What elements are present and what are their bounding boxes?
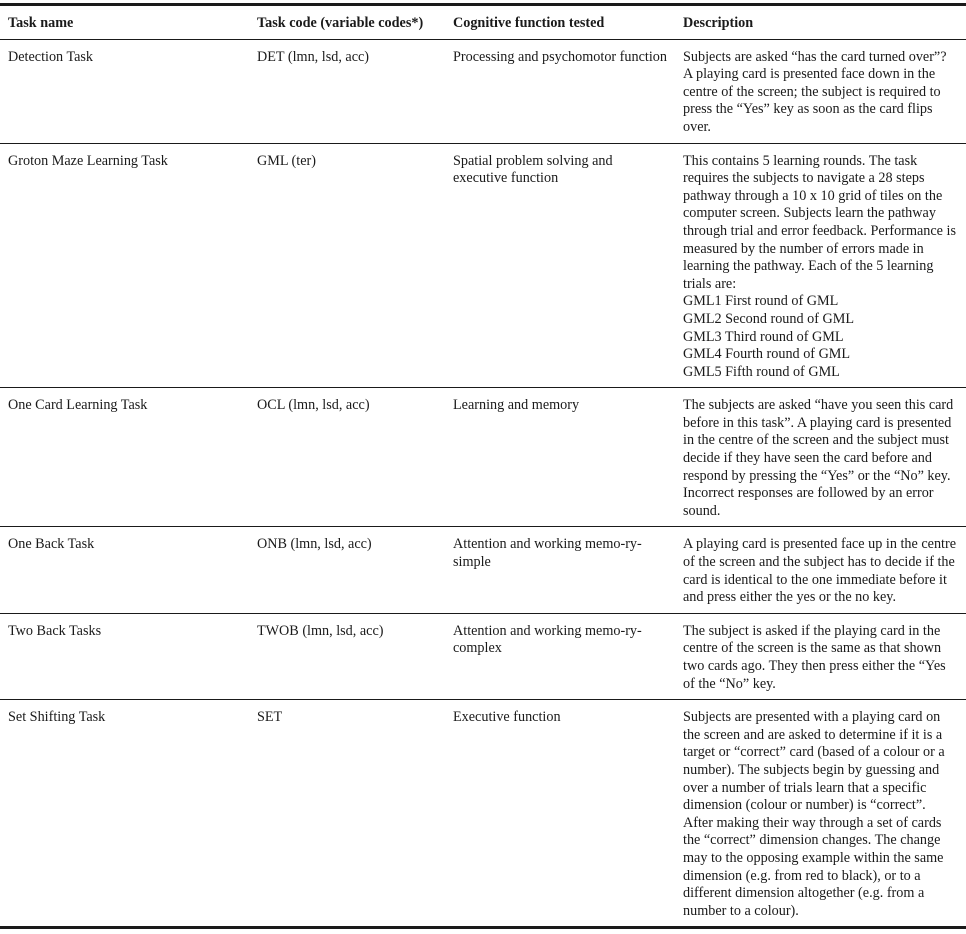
cognitive-tasks-table	[0, 3, 966, 929]
cognitive-function-cell: Executive function	[445, 700, 675, 928]
description-cell	[675, 143, 966, 388]
task-name-cell: Two Back Tasks	[0, 613, 249, 699]
task-name-cell: Groton Maze Learning Task	[0, 143, 249, 388]
table-header	[0, 5, 966, 40]
header-description: Description	[675, 5, 966, 40]
description-text: GML4 Fourth round of GML	[683, 346, 851, 363]
description-cell	[675, 388, 966, 527]
task-code-cell: SET	[249, 700, 445, 928]
task-name-cell: One Back Task	[0, 527, 249, 613]
task-code-cell: OCL (lmn, lsd, acc)	[249, 388, 445, 527]
task-code-cell: ONB (lmn, lsd, acc)	[249, 527, 445, 613]
table-row	[0, 700, 966, 928]
task-name-cell: One Card Learning Task	[0, 388, 249, 527]
description-text: This contains 5 learning rounds. The task requires the subjects to navigate a 28 steps pathway through a 10 x 10 grid of tiles on the computer screen. Subjects learn the pathway through trial and error feedback. Performance is measured by the number of errors made in learning the pathway. Each of the 5 learning trials are:	[683, 152, 956, 292]
description-text: GML2 Second round of GML	[683, 310, 855, 327]
cognitive-function-cell: Attention and working memo-ry-complex	[445, 613, 675, 699]
table-body	[0, 39, 966, 928]
header-task-name: Task name	[0, 5, 249, 40]
description-text: GML1 First round of GML	[683, 293, 839, 310]
task-name-cell: Set Shifting Task	[0, 700, 249, 928]
task-code-cell: TWOB (lmn, lsd, acc)	[249, 613, 445, 699]
cognitive-function-cell: Attention and working memo-ry-simple	[445, 527, 675, 613]
table-row	[0, 613, 966, 699]
header-row	[0, 5, 966, 40]
task-name-cell: Detection Task	[0, 39, 249, 143]
table-row	[0, 388, 966, 527]
header-cognitive-function: Cognitive function tested	[445, 5, 675, 40]
description-text: The subject is asked if the playing card in the centre of the screen is the same as that shown two cards ago. They then press either the “Yes of the “No” key.	[683, 622, 946, 692]
task-code-cell: DET (lmn, lsd, acc)	[249, 39, 445, 143]
header-task-code: Task code (variable codes*)	[249, 5, 445, 40]
table-row	[0, 527, 966, 613]
description-text: GML3 Third round of GML	[683, 328, 844, 345]
description-text: Subjects are asked “has the card turned over”? A playing card is presented face down in the centre of the screen; the subject is required to press the “Yes” key as soon as the card flips over.	[683, 48, 947, 135]
description-cell	[675, 613, 966, 699]
cognitive-function-cell: Processing and psychomotor function	[445, 39, 675, 143]
description-cell	[675, 700, 966, 928]
task-code-cell: GML (ter)	[249, 143, 445, 388]
cognitive-function-cell: Learning and memory	[445, 388, 675, 527]
description-text: The subjects are asked “have you seen this card before in this task”. A playing card is presented in the centre of the screen and the subject must decide if they have seen the card before and respond by pressing the “Yes” or the “No” key. Incorrect responses are followed by an error sound.	[683, 397, 954, 519]
description-cell	[675, 39, 966, 143]
description-cell	[675, 527, 966, 613]
description-text: A playing card is presented face up in the centre of the screen and the subject has to decide if the card is identical to the one immediate before it and press either the yes or the no key.	[683, 536, 956, 606]
description-text: Subjects are presented with a playing card on the screen and are asked to determine if it is a target or “correct” card (based of a colour or a number). The subjects begin by guessing and over a number of trials learn that a specific dimension (colour or number) is “correct”. After making their way through a set of cards the “correct” dimension changes. The change may to the opposing example within the same dimension (e.g. from red to black), or to a different dimension altogether (e.g. from a number to a colour).	[683, 709, 945, 919]
cognitive-function-cell: Spatial problem solving and executive function	[445, 143, 675, 388]
table-row	[0, 143, 966, 388]
table-row	[0, 39, 966, 143]
description-text: GML5 Fifth round of GML	[683, 363, 840, 380]
